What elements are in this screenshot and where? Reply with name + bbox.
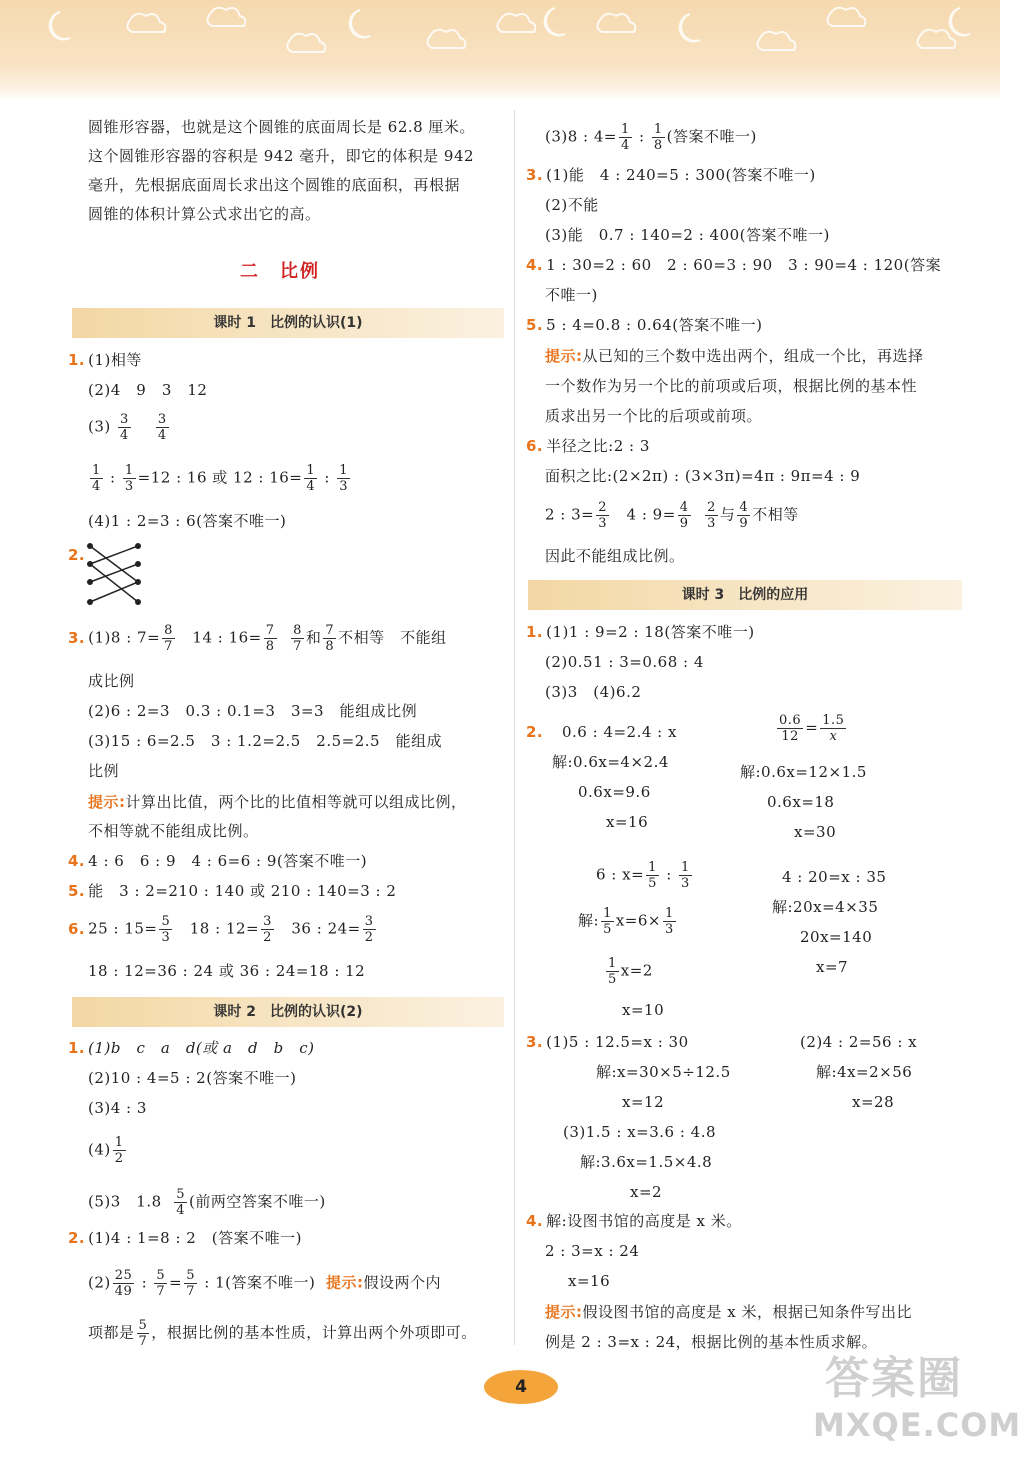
l3-q1-1: 1. (1)1 : 9=2 : 18(答案不唯一) [526,623,755,641]
r-tip-1: 提示:从已知的三个数中选出两个，组成一个比，再选择 [545,347,924,365]
l1-q3-1-cont: 成比例 [88,672,135,690]
l3-tip-2: 例是 2 : 3=x : 24，根据比例的基本性质求解。 [545,1333,878,1351]
l3-q2-c2: 解: $\frac{1}{5}$ x=6× $\frac{1}{3}$ [578,906,674,937]
l1-q2-number: 2. [68,546,86,564]
r-q4: 4. 1 : 30=2 : 60 2 : 60=3 : 90 3 : 90=4 : 120(答案 [526,256,942,274]
l3-q2-c3: $\frac{1}{5}$ x=2 [608,956,653,987]
r-q6-1: 6. 半径之比:2 : 3 [526,437,650,455]
l3-q2-b4: x=30 [794,823,837,841]
r-q3-3: (3)8 : 4= $\frac{1}{4}$ : $\frac{1}{8}$ (答案不唯一) [545,122,757,153]
l1-q3-2: (2)6 : 2=3 0.3 : 0.1=3 3=3 能组成比例 [88,702,418,720]
header-banner [0,0,1000,100]
l2-q1-1: 1. (1)b c a d(或 a d b c) [68,1039,315,1057]
l1-q1-3-answer: $\frac{1}{4}$ : $\frac{1}{3}$ =12 : 16 或 12 : 16= $\frac{1}{4}$ : $\frac{1}{3}$ [92,463,349,494]
l3-q3-3a: (3)1.5 : x=3.6 : 4.8 [563,1123,717,1141]
l3-q2-a2: 解:0.6x=4×2.4 [552,753,669,771]
r-q3-1: 3. (1)能 4 : 240=5 : 300(答案不唯一) [526,166,816,184]
lesson-1-header: 课时 1 比例的认识(1) [72,308,504,338]
column-divider [514,110,515,1345]
lesson-3-header: 课时 3 比例的应用 [528,580,962,610]
watermark-logo [805,1340,1021,1450]
r-q6-2: 面积之比:(2×2π) : (3×3π)=4π : 9π=4 : 9 [545,467,861,485]
r-q3-3b: (3)能 0.7 : 140=2 : 400(答案不唯一) [545,226,830,244]
l3-q2-d2: 解:20x=4×35 [772,898,879,916]
l3-q3-2a: (2)4 : 2=56 : x [800,1033,918,1051]
intro-line-1: 圆锥形容器，也就是这个圆锥的底面周长是 62.8 厘米。 [88,118,475,136]
l3-q4-1: 4. 解:设图书馆的高度是 x 米。 [526,1212,742,1230]
l3-q3-1a: 3. (1)5 : 12.5=x : 30 [526,1033,689,1051]
r-tip-2: 一个数作为另一个比的前项或后项，根据比例的基本性 [545,377,918,395]
l3-q2-c1: 6 : x= $\frac{1}{5}$ : $\frac{1}{3}$ [596,860,690,891]
l3-q4-3: x=16 [568,1272,611,1290]
l1-tip-1: 提示:计算出比值，两个比的比值相等就可以组成比例， [88,793,467,811]
l3-q2-d1: 4 : 20=x : 35 [782,868,887,886]
l1-q6: 6. 25 : 15= $\frac{5}{3}$ 18 : 12= $\frac{3}{2}$ 36 : 24= $\frac{3}{2}$ [68,914,374,945]
l2-q1-5: (5)3 1.8 $\frac{5}{4}$ (前两空答案不唯一) [88,1187,326,1218]
l3-q2-b3: 0.6x=18 [767,793,835,811]
l1-q1-2: (2)4 9 3 12 [88,381,208,399]
l3-tip-1: 提示:假设图书馆的高度是 x 米，根据已知条件写出比 [545,1303,912,1321]
l1-tip-2: 不相等就不能组成比例。 [88,822,259,840]
weather-doodle-pattern [0,0,1000,100]
r-q4-cont: 不唯一) [545,286,598,304]
l3-q2-d3: 20x=140 [800,928,873,946]
watermark-bottom-text: MXQE.COM [813,1406,1021,1444]
l3-q2-a3: 0.6x=9.6 [578,783,651,801]
page-number: 4 [484,1370,558,1404]
r-tip-3: 质求出另一个比的后项或前项。 [545,407,763,425]
l3-q1-3: (3)3 (4)6.2 [545,683,642,701]
l2-tip-cont: 项都是 $\frac{5}{7}$ ，根据比例的基本性质，计算出两个外项即可。 [88,1318,477,1349]
l3-q3-1c: x=12 [622,1093,665,1111]
l2-q1-4: (4) $\frac{1}{2}$ [88,1135,124,1166]
l3-q2-b2: 解:0.6x=12×1.5 [740,763,867,781]
r-q6-3: 2 : 3= $\frac{2}{3}$ 4 : 9= $\frac{4}{9}$ $\frac{2}{3}$ 与 $\frac{4}{9}$ 不相等 [545,500,799,531]
lesson-2-header: 课时 2 比例的认识(2) [72,997,504,1027]
l1-q3-3-cont: 比例 [88,762,120,780]
l1-q3-1: 3. (1)8 : 7= $\frac{8}{7}$ 14 : 16= $\frac{7}{8}$ $\frac{8}{7}$ 和 $\frac{7}{8}$ 不相等 不能组 [68,623,447,654]
section-title: 二 比例 [240,261,320,282]
l1-q3-3: (3)15 : 6=2.5 3 : 1.2=2.5 2.5=2.5 能组成 [88,732,443,750]
l2-q2-1: 2. (1)4 : 1=8 : 2 (答案不唯一) [68,1229,303,1247]
l3-q2-a1: 0.6 : 4=2.4 : x [562,723,677,741]
r-q6-4: 因此不能组成比例。 [545,547,685,565]
l3-q2-d4: x=7 [816,958,849,976]
l3-q1-2: (2)0.51 : 3=0.68 : 4 [545,653,704,671]
l3-q2-c4: x=10 [622,1001,665,1019]
l3-q2-number: 2. [526,723,544,741]
l3-q4-2: 2 : 3=x : 24 [545,1242,640,1260]
l1-q1-4: (4)1 : 2=3 : 6(答案不唯一) [88,512,287,530]
l3-q3-1b: 解:x=30×5÷12.5 [596,1063,731,1081]
intro-line-4: 圆锥的体积计算公式求出它的高。 [88,205,321,223]
l1-q5: 5. 能 3 : 2=210 : 140 或 210 : 140=3 : 2 [68,882,397,900]
l3-q3-2c: x=28 [852,1093,895,1111]
intro-line-3: 毫升，先根据底面周长求出这个圆锥的底面积，再根据 [88,176,461,194]
l2-q2-2: (2) $\frac{25}{49}$ : $\frac{5}{7}$ = $\frac{5}{7}$ : 1(答案不唯一) 提示:假设两个内 [88,1268,441,1299]
l3-q3-3c: x=2 [630,1183,663,1201]
l1-q1-3: (3) $\frac{3}{4}$ $\frac{3}{4}$ [88,412,167,443]
matching-lines-diagram [84,540,146,610]
l3-q3-2b: 解:4x=2×56 [816,1063,913,1081]
l2-q1-2: (2)10 : 4=5 : 2(答案不唯一) [88,1069,297,1087]
l1-q6-cont: 18 : 12=36 : 24 或 36 : 24=18 : 12 [88,962,366,980]
l2-q1-3: (3)4 : 3 [88,1099,147,1117]
r-q5: 5. 5 : 4=0.8 : 0.64(答案不唯一) [526,316,763,334]
r-q3-2: (2)不能 [545,196,599,214]
l3-q2-a4: x=16 [606,813,649,831]
l1-q4: 4. 4 : 6 6 : 9 4 : 6=6 : 9(答案不唯一) [68,852,368,870]
l3-q2-b1: $\frac{0.6}{12}$ = $\frac{1.5}{x}$ [779,713,845,744]
l1-q1-1: 1. (1)相等 [68,351,142,369]
watermark-top-text: 答案圈 [825,1353,963,1404]
l3-q3-3b: 解:3.6x=1.5×4.8 [580,1153,713,1171]
intro-line-2: 这个圆锥形容器的容积是 942 毫升，即它的体积是 942 [88,147,475,165]
